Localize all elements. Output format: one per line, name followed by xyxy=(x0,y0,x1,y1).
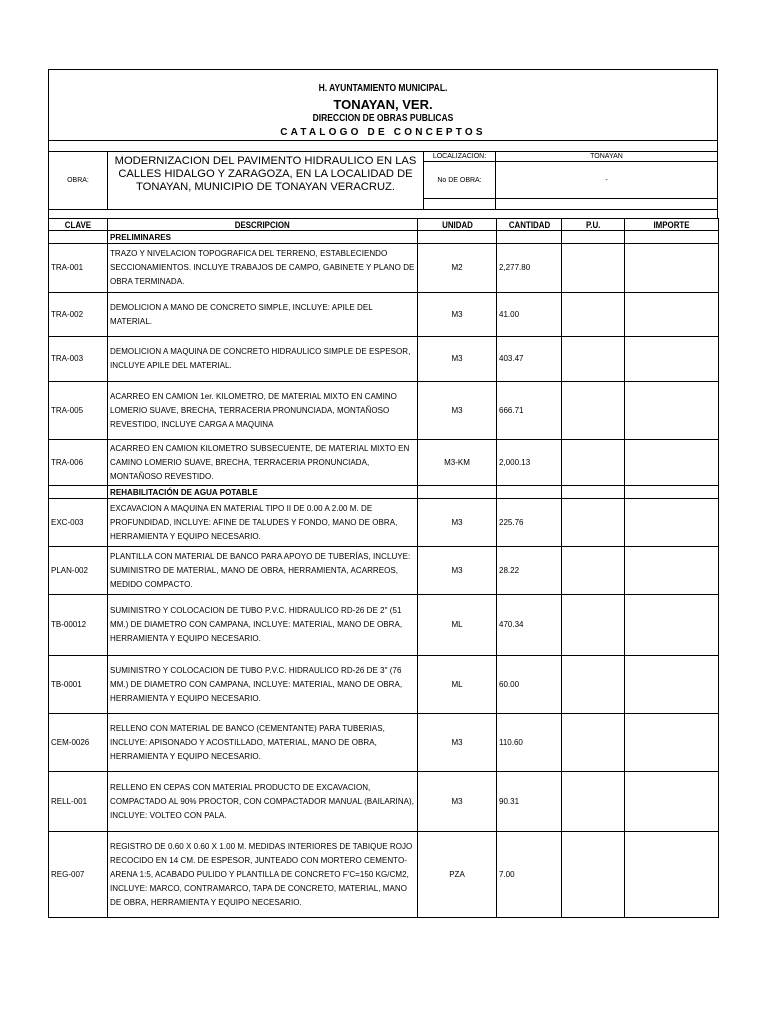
header-catalogo-title: CATALOGO DE CONCEPTOS xyxy=(280,127,486,138)
no-obra-label: No DE OBRA: xyxy=(424,162,496,199)
cell-importe xyxy=(625,337,719,382)
cell-pu xyxy=(562,440,625,486)
obra-block xyxy=(48,151,718,210)
cell-cantidad: 403.47 xyxy=(497,337,562,382)
cell-descripcion: RELLENO CON MATERIAL DE BANCO (CEMENTANTE) PARA TUBERIAS, INCLUYE: APISONADO Y ACOSTILLADO, MATERIAL, MANO DE OBRA, HERRAMIENTA Y EQUIPO NECESARIO. xyxy=(108,714,418,772)
table-row xyxy=(49,772,719,832)
cell-descripcion: DEMOLICION A MANO DE CONCRETO SIMPLE, INCLUYE: APILE DEL MATERIAL. xyxy=(108,293,418,337)
cell-unidad: M3 xyxy=(418,714,497,772)
concepts-table xyxy=(48,218,719,918)
table-row xyxy=(49,337,719,382)
table-row xyxy=(49,656,719,714)
cell-pu xyxy=(562,486,625,499)
cell-pu xyxy=(562,595,625,656)
cell-importe xyxy=(625,772,719,832)
cell-pu xyxy=(562,772,625,832)
cell-cantidad: 41.00 xyxy=(497,293,562,337)
cell-pu xyxy=(562,832,625,918)
table-row xyxy=(49,499,719,547)
cell-pu xyxy=(562,231,625,244)
cell-pu xyxy=(562,656,625,714)
cell-unidad: ML xyxy=(418,656,497,714)
table-row xyxy=(49,244,719,293)
cell-unidad xyxy=(418,231,497,244)
cell-descripcion: SUMINISTRO Y COLOCACION DE TUBO P.V.C. HIDRAULICO RD-26 DE 3" (76 MM.) DE DIAMETRO CON CAMPANA, INCLUYE: MATERIAL, MANO DE OBRA, HERRAMIENTA Y EQUIPO NECESARIO. xyxy=(108,656,418,714)
cell-unidad: M3 xyxy=(418,772,497,832)
catalog-sheet xyxy=(48,69,718,918)
cell-unidad xyxy=(418,486,497,499)
localizacion-value: TONAYAN xyxy=(496,152,717,162)
table-row xyxy=(49,382,719,440)
cell-pu xyxy=(562,244,625,293)
header-direccion: DIRECCION DE OBRAS PUBLICAS xyxy=(312,113,454,124)
cell-cantidad: 28.22 xyxy=(497,547,562,595)
cell-cantidad: 60.00 xyxy=(497,656,562,714)
cell-clave: PLAN-002 xyxy=(49,547,108,595)
header-municipio: TONAYAN, VER. xyxy=(333,97,433,112)
cell-cantidad: 2,277.80 xyxy=(497,244,562,293)
obra-label: OBRA: xyxy=(49,152,108,209)
section-title: REHABILITACIÓN DE AGUA POTABLE xyxy=(108,486,418,499)
table-row xyxy=(49,293,719,337)
cell-cantidad: 90.31 xyxy=(497,772,562,832)
cell-unidad: M3 xyxy=(418,382,497,440)
table-row xyxy=(49,547,719,595)
cell-pu xyxy=(562,547,625,595)
col-header-cantidad: CANTIDAD xyxy=(497,219,562,231)
table-row xyxy=(49,595,719,656)
cell-pu xyxy=(562,714,625,772)
cell-pu xyxy=(562,337,625,382)
cell-descripcion: TRAZO Y NIVELACION TOPOGRAFICA DEL TERRENO, ESTABLECIENDO SECCIONAMIENTOS. INCLUYE TRABAJOS DE CAMPO, GABINETE Y PLANO DE OBRA TERMINADA. xyxy=(108,244,418,293)
divider xyxy=(495,199,496,209)
table-row xyxy=(49,714,719,772)
spacer xyxy=(48,141,718,151)
cell-importe xyxy=(625,244,719,293)
cell-pu xyxy=(562,499,625,547)
cell-clave: TB-00012 xyxy=(49,595,108,656)
cell-cantidad: 470.34 xyxy=(497,595,562,656)
cell-clave xyxy=(49,486,108,499)
cell-pu xyxy=(562,293,625,337)
cell-cantidad xyxy=(497,486,562,499)
col-header-descripcion: DESCRIPCION xyxy=(108,219,418,231)
cell-cantidad xyxy=(497,231,562,244)
header-ayuntamiento: H. AYUNTAMIENTO MUNICIPAL. xyxy=(318,83,448,94)
cell-descripcion: SUMINISTRO Y COLOCACION DE TUBO P.V.C. HIDRAULICO RD-26 DE 2" (51 MM.) DE DIAMETRO CON CAMPANA, INCLUYE: MATERIAL, MANO DE OBRA, HERRAMIENTA Y EQUIPO NECESARIO. xyxy=(108,595,418,656)
cell-unidad: M3 xyxy=(418,337,497,382)
cell-clave: TRA-001 xyxy=(49,244,108,293)
section-title: PRELIMINARES xyxy=(108,231,418,244)
cell-importe xyxy=(625,595,719,656)
cell-clave: REG-007 xyxy=(49,832,108,918)
table-row xyxy=(49,832,719,918)
cell-descripcion: RELLENO EN CEPAS CON MATERIAL PRODUCTO DE EXCAVACION, COMPACTADO AL 90% PROCTOR, CON COMPACTADOR MANUAL (BAILARINA), INCLUYE: VOLTEO CON PALA. xyxy=(108,772,418,832)
cell-importe xyxy=(625,656,719,714)
col-header-importe: IMPORTE xyxy=(625,219,719,231)
cell-clave: TRA-003 xyxy=(49,337,108,382)
col-header-pu: P.U. xyxy=(562,219,625,231)
cell-cantidad: 2,000.13 xyxy=(497,440,562,486)
cell-unidad: ML xyxy=(418,595,497,656)
cell-cantidad: 7.00 xyxy=(497,832,562,918)
table-header-row xyxy=(49,219,719,231)
cell-unidad: M2 xyxy=(418,244,497,293)
cell-clave: TB-0001 xyxy=(49,656,108,714)
localizacion-label: LOCALIZACION: xyxy=(424,152,496,162)
cell-clave: TRA-006 xyxy=(49,440,108,486)
cell-importe xyxy=(625,547,719,595)
cell-clave: TRA-005 xyxy=(49,382,108,440)
cell-clave: EXC-003 xyxy=(49,499,108,547)
cell-importe xyxy=(625,440,719,486)
document-header xyxy=(48,69,718,141)
cell-cantidad: 666.71 xyxy=(497,382,562,440)
cell-unidad: M3 xyxy=(418,499,497,547)
cell-importe xyxy=(625,499,719,547)
cell-clave: RELL-001 xyxy=(49,772,108,832)
cell-importe xyxy=(625,231,719,244)
section-row xyxy=(49,486,719,499)
cell-importe xyxy=(625,293,719,337)
col-header-unidad: UNIDAD xyxy=(418,219,497,231)
obra-description: MODERNIZACION DEL PAVIMENTO HIDRAULICO EN LAS CALLES HIDALGO Y ZARAGOZA, EN LA LOCALIDAD DE TONAYAN, MUNICIPIO DE TONAYAN VERACRUZ. xyxy=(108,152,424,209)
cell-clave: TRA-002 xyxy=(49,293,108,337)
cell-clave: CEM-0026 xyxy=(49,714,108,772)
cell-unidad: PZA xyxy=(418,832,497,918)
cell-cantidad: 225.76 xyxy=(497,499,562,547)
no-obra-value: - xyxy=(496,162,717,199)
cell-importe xyxy=(625,382,719,440)
cell-descripcion: EXCAVACION A MAQUINA EN MATERIAL TIPO II DE 0.00 A 2.00 M. DE PROFUNDIDAD, INCLUYE: AFINE DE TALUDES Y FONDO, MANO DE OBRA, HERRAMIENTA Y EQUIPO NECESARIO. xyxy=(108,499,418,547)
cell-descripcion: ACARREO EN CAMION 1er. KILOMETRO, DE MATERIAL MIXTO EN CAMINO LOMERIO SUAVE, BRECHA, TERRACERIA PRONUNCIADA, MONTAÑOSO REVESTIDO, INCLUYE CARGA A MAQUINA xyxy=(108,382,418,440)
cell-descripcion: REGISTRO DE 0.60 X 0.60 X 1.00 M. MEDIDAS INTERIORES DE TABIQUE ROJO RECOCIDO EN 14 CM. DE ESPESOR, JUNTEADO CON MORTERO CEMENTO-ARENA 1:5, ACABADO PULIDO Y PLANTILLA DE CONCRETO F'C=150 KG/CM2, INCLUYE: MARCO, CONTRAMARCO, TAPA DE CONCRETO, MATERIAL, MANO DE OBRA, HERRAMIENTA Y EQUIPO NECESARIO. xyxy=(108,832,418,918)
cell-descripcion: ACARREO EN CAMION KILOMETRO SUBSECUENTE, DE MATERIAL MIXTO EN CAMINO LOMERIO SUAVE, BRECHA, TERRACERIA PRONUNCIADA, MONTAÑOSO REVESTIDO. xyxy=(108,440,418,486)
cell-unidad: M3 xyxy=(418,547,497,595)
cell-unidad: M3 xyxy=(418,293,497,337)
cell-unidad: M3-KM xyxy=(418,440,497,486)
cell-importe xyxy=(625,714,719,772)
cell-descripcion: PLANTILLA CON MATERIAL DE BANCO PARA APOYO DE TUBERÍAS, INCLUYE: SUMINISTRO DE MATERIAL, MANO DE OBRA, HERRAMIENTA, ACARREOS, MEDIDO COMPACTO. xyxy=(108,547,418,595)
spacer xyxy=(48,210,718,218)
cell-importe xyxy=(625,486,719,499)
section-row xyxy=(49,231,719,244)
cell-descripcion: DEMOLICION A MAQUINA DE CONCRETO HIDRAULICO SIMPLE DE ESPESOR, INCLUYE APILE DEL MATERIAL. xyxy=(108,337,418,382)
cell-cantidad: 110.60 xyxy=(497,714,562,772)
cell-importe xyxy=(625,832,719,918)
cell-pu xyxy=(562,382,625,440)
cell-clave xyxy=(49,231,108,244)
col-header-clave: CLAVE xyxy=(49,219,108,231)
obra-empty-row xyxy=(424,199,717,209)
table-row xyxy=(49,440,719,486)
